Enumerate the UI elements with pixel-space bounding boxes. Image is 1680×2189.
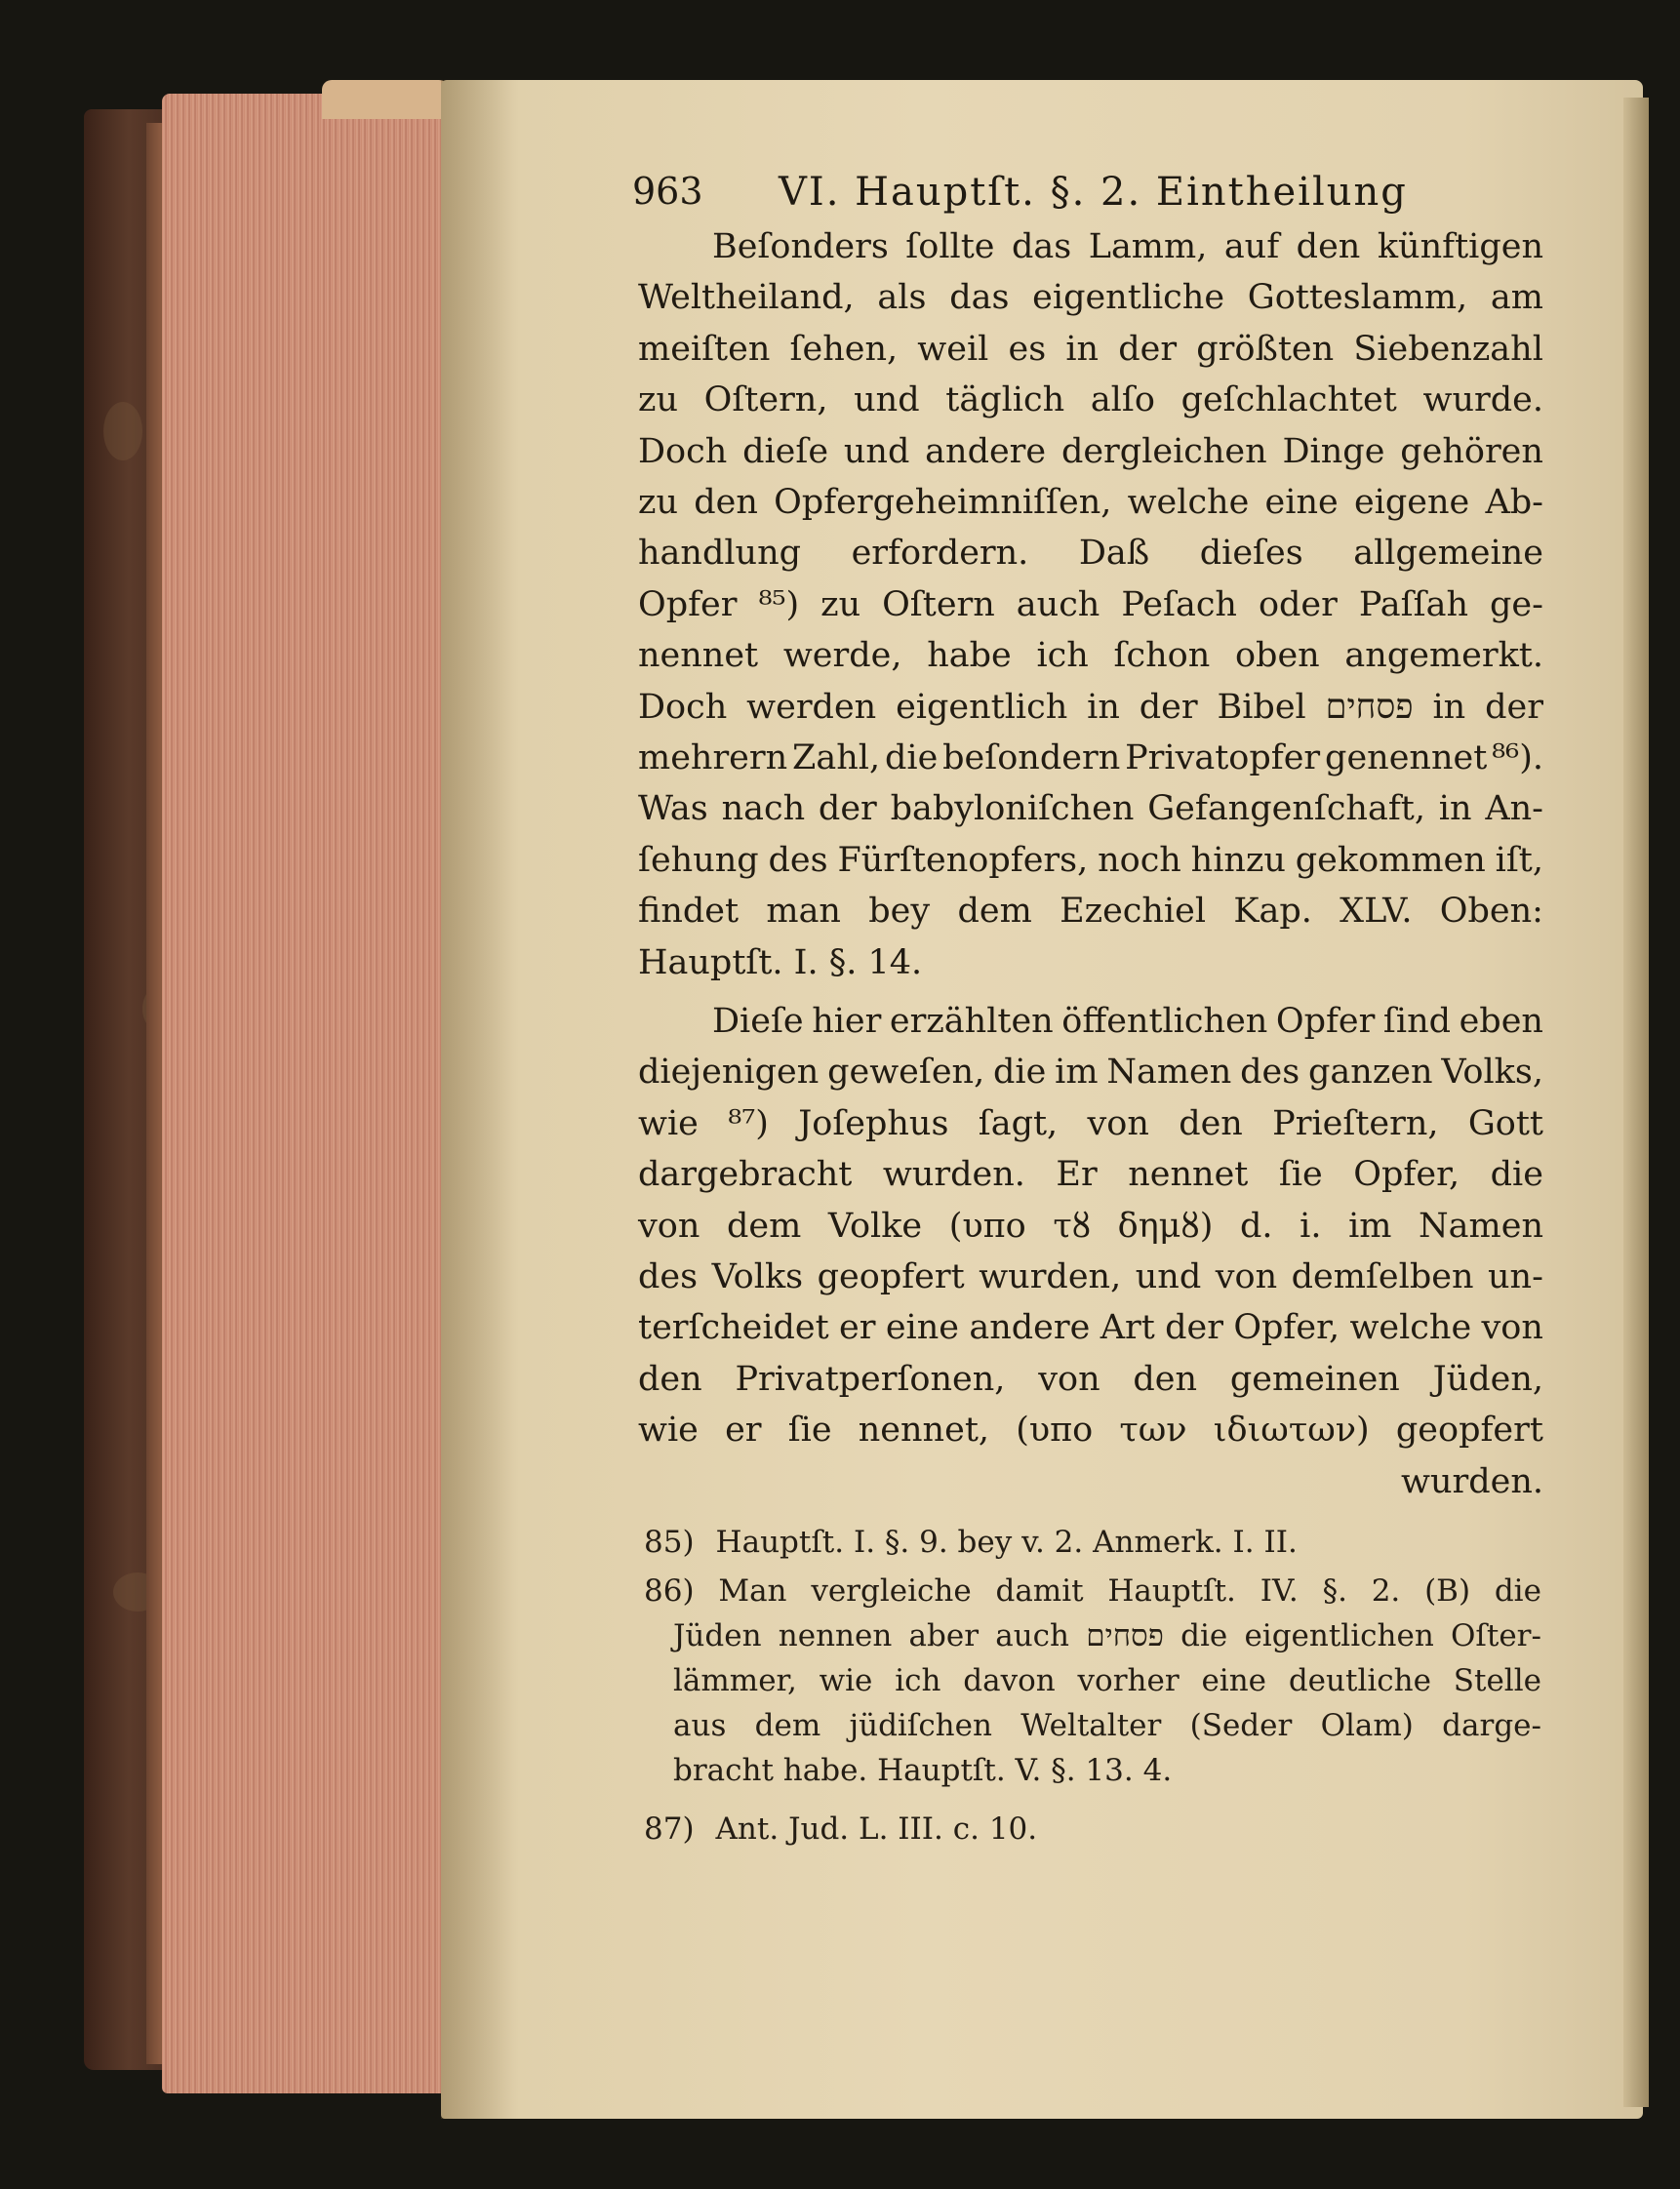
- word: babyloniſchen: [890, 789, 1135, 829]
- word: Dieſe: [712, 1002, 804, 1041]
- word: angemerkt.: [1344, 636, 1543, 676]
- text-line: [638, 887, 1543, 935]
- word: dargebracht: [638, 1155, 853, 1195]
- word: geſchlachtet: [1180, 380, 1397, 420]
- word: ich: [1036, 636, 1089, 676]
- word: wurden,: [979, 1257, 1122, 1296]
- word: Weltheiland,: [638, 278, 855, 318]
- word: ſagt,: [978, 1103, 1059, 1143]
- word: Opfer: [638, 584, 738, 624]
- word: man: [766, 892, 841, 932]
- word: das: [949, 278, 1010, 318]
- word: geweſen,: [827, 1053, 985, 1093]
- word: es: [1008, 329, 1047, 369]
- page-right-edge: [1623, 98, 1649, 2107]
- word: den: [1179, 1103, 1243, 1143]
- word: Joſephus: [798, 1103, 949, 1143]
- footnote-mark: 85): [644, 1525, 695, 1560]
- word: hier: [812, 1002, 882, 1041]
- word: die: [884, 738, 939, 777]
- word: ſind: [1382, 1002, 1452, 1041]
- word: dieſes: [1199, 534, 1303, 574]
- text-line: [638, 734, 1543, 782]
- word: eigentliche: [1032, 278, 1225, 318]
- word: Doch: [638, 687, 728, 727]
- word: ⁸⁶).: [1492, 738, 1543, 777]
- text-line: [638, 631, 1543, 680]
- word: dergleichen: [1060, 431, 1267, 471]
- word: Lamm,: [1088, 227, 1208, 266]
- word: den: [1133, 1359, 1198, 1399]
- footnote-text: Ant. Jud. L. III. c. 10.: [715, 1811, 1038, 1847]
- text-line: [638, 1202, 1543, 1251]
- word: Hauptſt.: [1107, 1573, 1236, 1609]
- word: Daß: [1078, 534, 1150, 574]
- text-line: [638, 836, 1543, 885]
- text-line: [638, 222, 1543, 271]
- word: handlung: [638, 534, 802, 574]
- word: gehören: [1400, 431, 1543, 471]
- word: vergleiche: [811, 1573, 972, 1609]
- word: in: [1087, 687, 1120, 727]
- word: Ab-: [1485, 483, 1543, 522]
- word: hinzu: [1190, 840, 1286, 880]
- word: Man: [718, 1573, 787, 1609]
- word: von: [1038, 1359, 1100, 1399]
- footnote-line: bracht habe. Hauptſt. V. §. 13. 4.: [673, 1753, 1173, 1788]
- word: zu: [638, 380, 678, 420]
- word: Peſach: [1121, 584, 1237, 624]
- word: davon: [963, 1663, 1056, 1698]
- word: weil: [917, 329, 989, 369]
- word: τȣ: [1053, 1206, 1092, 1246]
- word: ſie: [1278, 1155, 1323, 1195]
- word: ſehung: [638, 840, 759, 880]
- word: wurde.: [1422, 380, 1543, 420]
- word: Art: [1100, 1308, 1155, 1348]
- text-line: [638, 376, 1543, 424]
- text-line: [638, 325, 1543, 374]
- word: und: [854, 380, 920, 420]
- word: Dinge: [1282, 431, 1385, 471]
- word: der: [1165, 1308, 1223, 1348]
- page-number: 963: [632, 170, 703, 213]
- word: findet: [638, 892, 740, 932]
- word: lämmer,: [673, 1663, 797, 1698]
- word: των: [1119, 1411, 1187, 1451]
- word: werde,: [782, 636, 902, 676]
- word: Er: [1056, 1155, 1098, 1195]
- word: Privatperſonen,: [735, 1359, 1006, 1399]
- word: Namen: [1106, 1053, 1232, 1093]
- word: geopfert: [1395, 1411, 1543, 1451]
- word: des: [638, 1257, 699, 1296]
- word: wie: [638, 1411, 699, 1451]
- word: am: [1490, 278, 1543, 318]
- word: פסחים: [1086, 1618, 1164, 1653]
- running-head-title: VI. Hauptſt. §. 2. Eintheilung: [779, 170, 1408, 215]
- word: zu: [820, 584, 861, 624]
- word: Oben:: [1439, 892, 1543, 932]
- word: gemeinen: [1229, 1359, 1400, 1399]
- word: An-: [1485, 789, 1543, 829]
- word: Stelle: [1453, 1663, 1541, 1698]
- word: wie: [819, 1663, 873, 1698]
- word: des: [1240, 1053, 1300, 1093]
- word: künftigen: [1377, 227, 1543, 266]
- word: bey: [868, 892, 931, 932]
- word: δημȣ): [1117, 1206, 1214, 1246]
- text-line: [638, 683, 1543, 732]
- text-line: [638, 1048, 1543, 1096]
- word: Jüden,: [1432, 1359, 1543, 1399]
- word: ſie: [787, 1411, 832, 1451]
- word: i.: [1300, 1206, 1322, 1246]
- footnote-mark: 87): [644, 1811, 695, 1847]
- word: oder: [1258, 584, 1338, 624]
- word: ιδιωτων): [1213, 1411, 1370, 1451]
- word: Fürſtenopfers,: [837, 840, 1089, 880]
- word: andere: [925, 431, 1047, 471]
- word: meiſten: [638, 329, 771, 369]
- text-line: [638, 478, 1543, 527]
- word: Siebenzahl: [1353, 329, 1543, 369]
- word: ſollte: [905, 227, 995, 266]
- word: und: [1135, 1257, 1202, 1296]
- word: den: [694, 483, 758, 522]
- word: noch: [1098, 840, 1181, 880]
- word: terſcheidet: [638, 1308, 829, 1348]
- word: Gotteslamm,: [1247, 278, 1468, 318]
- word: Was: [638, 789, 708, 829]
- word: in: [1065, 329, 1100, 369]
- word: ge-: [1489, 584, 1543, 624]
- word: geopfert: [817, 1257, 965, 1296]
- word: Gott: [1467, 1103, 1543, 1143]
- word: aus: [673, 1708, 727, 1743]
- word: auf: [1223, 227, 1280, 266]
- text-line: [638, 1150, 1543, 1199]
- word: Beſonders: [712, 227, 889, 266]
- word: zu: [638, 483, 678, 522]
- word: in: [1432, 687, 1466, 727]
- word: eine: [1264, 483, 1339, 522]
- word: IV.: [1260, 1573, 1299, 1609]
- word: Olam): [1320, 1708, 1414, 1743]
- word: der: [1139, 687, 1198, 727]
- word: ganzen: [1308, 1053, 1433, 1093]
- text-line: [638, 273, 1543, 322]
- word: eine: [1201, 1663, 1267, 1698]
- word: iſt,: [1495, 840, 1543, 880]
- word: dem: [754, 1708, 821, 1743]
- footnote-line: [644, 1520, 1541, 1565]
- word: eben: [1459, 1002, 1543, 1041]
- word: ſchon: [1113, 636, 1211, 676]
- word: 2.: [1371, 1573, 1401, 1609]
- text-line: [638, 1355, 1543, 1404]
- word: Jüden: [673, 1618, 762, 1653]
- word: vorher: [1077, 1663, 1180, 1698]
- word: Oſtern,: [703, 380, 828, 420]
- word: die: [993, 1053, 1047, 1093]
- word: aber: [908, 1618, 980, 1653]
- word: Zahl,: [792, 738, 881, 777]
- word: eigentlich: [896, 687, 1068, 727]
- word: Opfer: [1275, 1002, 1376, 1041]
- word: der: [1118, 329, 1178, 369]
- word: (υπο: [1016, 1411, 1094, 1451]
- word: diejenigen: [638, 1053, 820, 1093]
- word: den: [638, 1359, 702, 1399]
- word: wie: [638, 1103, 699, 1143]
- word: Oſter-: [1450, 1618, 1541, 1653]
- word: im: [1348, 1206, 1392, 1246]
- word: §.: [1322, 1573, 1347, 1609]
- footnote-line: [673, 1613, 1541, 1658]
- footnote-mark: 86): [644, 1573, 695, 1609]
- word: beſondern: [942, 738, 1121, 777]
- text-line: [638, 784, 1543, 833]
- word: damit: [995, 1573, 1084, 1609]
- word: Volke: [827, 1206, 923, 1246]
- footnote-line: [673, 1658, 1541, 1703]
- page-edges: [162, 94, 474, 2093]
- word: den: [1296, 227, 1361, 266]
- word: von: [1481, 1308, 1543, 1348]
- gutter-shadow: [441, 80, 519, 2119]
- word: allgemeine: [1353, 534, 1543, 574]
- word: im: [1055, 1053, 1099, 1093]
- word: Opfer,: [1353, 1155, 1460, 1195]
- word: Opfergeheimniſſen,: [774, 483, 1112, 522]
- word: erfordern.: [851, 534, 1029, 574]
- word: das: [1011, 227, 1072, 266]
- word: die: [1494, 1573, 1541, 1609]
- word: Volks: [711, 1257, 804, 1296]
- word: Kap.: [1233, 892, 1312, 932]
- word: er: [839, 1308, 876, 1348]
- word: erzählten: [889, 1002, 1054, 1041]
- text-line: [638, 427, 1543, 476]
- word: ⁸⁷): [728, 1103, 769, 1143]
- text-line: [638, 1099, 1543, 1148]
- word: eigene: [1353, 483, 1470, 522]
- word: darge-: [1442, 1708, 1541, 1743]
- running-header: [632, 164, 1432, 226]
- word: Paſſah: [1358, 584, 1468, 624]
- word: nach: [721, 789, 806, 829]
- word: als: [877, 278, 927, 318]
- text-line: [638, 997, 1543, 1046]
- text-line: [638, 529, 1543, 577]
- word: alſo: [1090, 380, 1155, 420]
- word: gekommen: [1295, 840, 1486, 880]
- word: Doch: [638, 431, 728, 471]
- word: eine: [885, 1308, 960, 1348]
- word: ⁸⁵): [758, 584, 800, 624]
- word: Ezechiel: [1060, 892, 1207, 932]
- word: פסחים: [1325, 687, 1414, 727]
- word: Oſtern: [882, 584, 995, 624]
- footnote-text: Hauptſt. I. §. 9. bey v. 2. Anmerk. I. II.: [715, 1525, 1298, 1560]
- word: welche: [1349, 1308, 1472, 1348]
- word: er: [725, 1411, 762, 1451]
- text-line: [638, 1303, 1543, 1352]
- word: andere: [969, 1308, 1091, 1348]
- word: mehrern: [638, 738, 788, 777]
- word: Namen: [1419, 1206, 1543, 1246]
- word: demſelben: [1291, 1257, 1474, 1296]
- word: der: [818, 789, 877, 829]
- word: die: [1180, 1618, 1228, 1653]
- word: jüdiſchen: [849, 1708, 992, 1743]
- text-line: wurden.: [1400, 1461, 1543, 1501]
- word: d.: [1240, 1206, 1273, 1246]
- word: nennen: [778, 1618, 893, 1653]
- word: die: [1490, 1155, 1543, 1195]
- word: genennet: [1325, 738, 1488, 777]
- word: eigentlichen: [1244, 1618, 1434, 1653]
- word: Prieſtern,: [1272, 1103, 1439, 1143]
- word: deutliche: [1288, 1663, 1431, 1698]
- word: der: [1485, 687, 1543, 727]
- word: Weltalter: [1020, 1708, 1162, 1743]
- text-line: [638, 1253, 1543, 1301]
- text-line: Hauptſt. I. §. 14.: [638, 942, 923, 982]
- text-line: [638, 1406, 1543, 1454]
- word: größten: [1196, 329, 1335, 369]
- word: des: [768, 840, 828, 880]
- word: Volks,: [1441, 1053, 1543, 1093]
- word: welche: [1127, 483, 1250, 522]
- word: habe: [927, 636, 1012, 676]
- word: Gefangenſchaft,: [1147, 789, 1425, 829]
- word: Bibel: [1217, 687, 1306, 727]
- word: und: [843, 431, 910, 471]
- word: von: [1215, 1257, 1278, 1296]
- word: täglich: [945, 380, 1065, 420]
- word: von: [1087, 1103, 1149, 1143]
- word: von: [638, 1206, 700, 1246]
- word: nennet,: [858, 1411, 990, 1451]
- word: un-: [1488, 1257, 1543, 1296]
- word: XLV.: [1340, 892, 1413, 932]
- page-edges-top: [322, 80, 449, 119]
- word: auch: [995, 1618, 1070, 1653]
- word: öffentlichen: [1061, 1002, 1268, 1041]
- text-line: [638, 580, 1543, 629]
- word: werden: [746, 687, 877, 727]
- word: (B): [1424, 1573, 1471, 1609]
- footnote-line: [644, 1807, 1541, 1851]
- word: (Seder: [1189, 1708, 1293, 1743]
- footnote-line: [644, 1569, 1541, 1613]
- word: Opfer,: [1233, 1308, 1340, 1348]
- word: nennet: [1128, 1155, 1249, 1195]
- word: ſehen,: [789, 329, 899, 369]
- footnote-line: [673, 1703, 1541, 1748]
- word: oben: [1234, 636, 1320, 676]
- word: dem: [726, 1206, 802, 1246]
- word: nennet: [638, 636, 759, 676]
- word: wurden.: [882, 1155, 1025, 1195]
- word: dem: [957, 892, 1032, 932]
- word: dieſe: [742, 431, 829, 471]
- word: ich: [895, 1663, 941, 1698]
- word: auch: [1016, 584, 1100, 624]
- word: in: [1438, 789, 1472, 829]
- word: (υπο: [948, 1206, 1026, 1246]
- word: Privatopfer: [1125, 738, 1321, 777]
